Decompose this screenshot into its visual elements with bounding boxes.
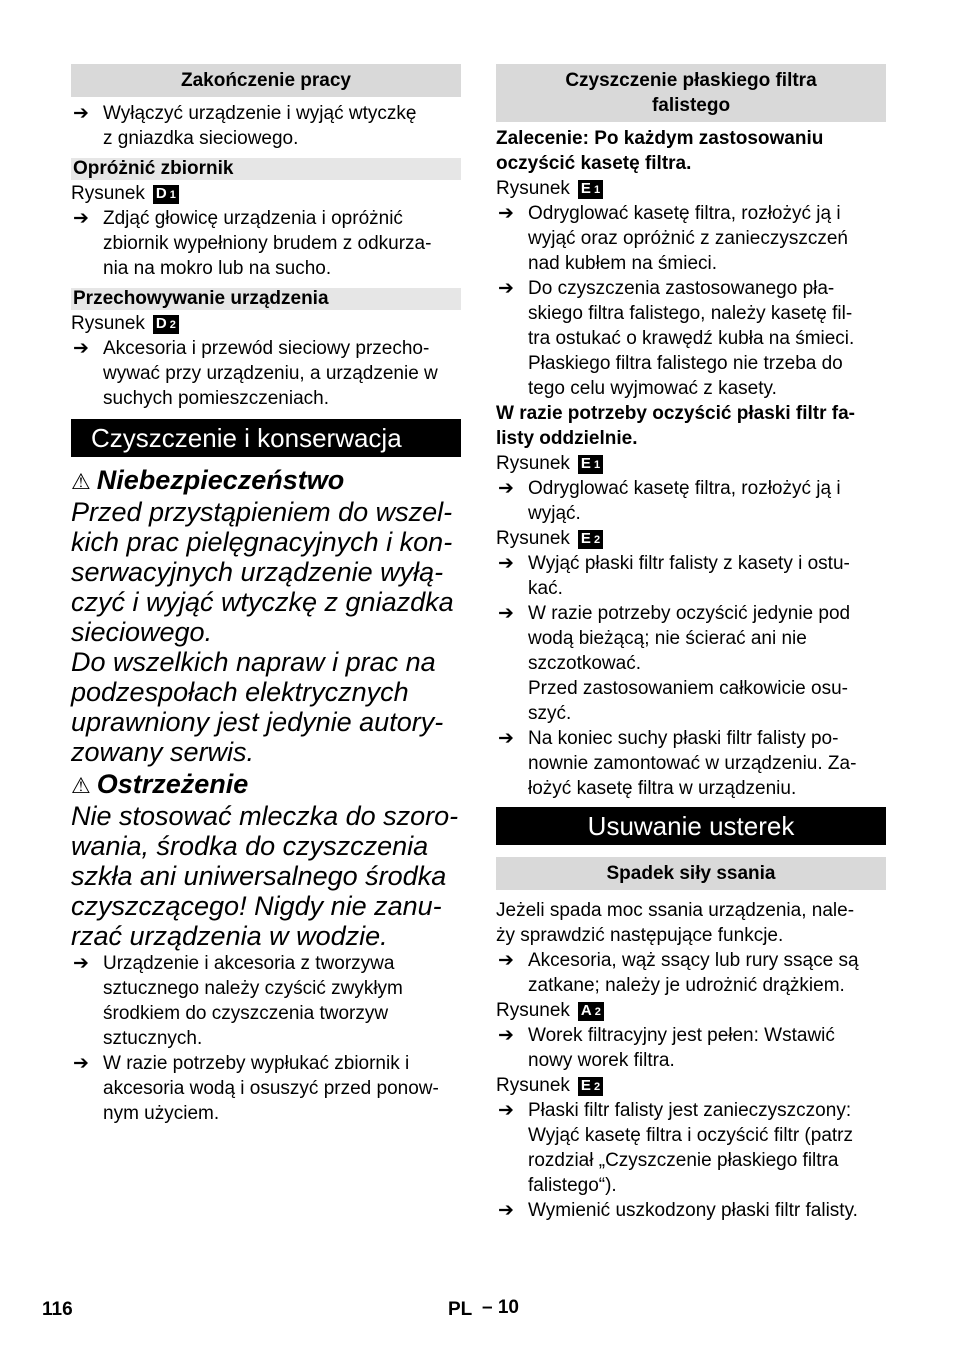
figure-ref: Rysunek E 1 — [496, 176, 886, 201]
language-code: PL — [448, 1299, 473, 1320]
recommendation: Zalecenie: Po każdym zastosowaniu oczyścić kasetę filtra. — [496, 128, 824, 174]
warning-title: ⚠ Ostrzeżenie — [71, 769, 249, 799]
arrow-icon: ➔ — [498, 278, 514, 299]
step-dirty-filter: ➔ Płaski filtr falisty jest zanieczyszczony: Wyjąć kasetę filtra i oczyścić filtr (patrz rozdział „Czyszczenie płaskiego filtra falistego“). — [498, 1100, 854, 1196]
separate-cleaning-note: W razie potrzeby oczyścić płaski filtr fa- listy oddzielnie. — [496, 403, 855, 449]
step-empty-tank: ➔ Zdjąć głowicę urządzenia i opróżnić zbiornik wypełniony brudem z odkurza- nia na mokro lub na sucho. — [73, 208, 432, 279]
heading-cleaning: Czyszczenie i konserwacja — [71, 419, 461, 457]
arrow-icon: ➔ — [73, 338, 89, 359]
figure-ref: Rysunek E 2 — [496, 1073, 886, 1098]
step-unlock-cassette: ➔ Odryglować kasetę filtra, rozłożyć ją i wyjąć oraz opróżnić z zanieczyszczeń nad kubłem na śmieci. — [498, 203, 848, 274]
section-page: – 10 — [482, 1297, 519, 1318]
figure-ref: Rysunek D 1 — [71, 181, 461, 206]
arrow-icon: ➔ — [498, 1100, 514, 1121]
figure-ref: Rysunek E 2 — [496, 526, 886, 551]
step-storage: ➔ Akcesoria i przewód sieciowy przecho- wywać przy urządzeniu, a urządzenie w suchych pomieszczeniach. — [73, 338, 438, 409]
page-number: 116 — [42, 1299, 73, 1320]
danger-notice: ⚠ Niebezpieczeństwo Przed przystąpieniem do wszel- kich prac pielęgnacyjnych i kon- serwacyjnych urządzenie wyłą- czyć i wyjąć wtyczkę z gniazdka sieciowego. Do wszelkich napraw i prac na podzespołach elektrycznych uprawniony jest jedynie autory- zowany serwis. — [71, 465, 461, 767]
heading-end-work: Zakończenie pracy — [71, 64, 461, 97]
arrow-icon: ➔ — [498, 203, 514, 224]
heading-empty-tank: Opróżnić zbiornik — [71, 158, 461, 180]
figure-badge: D 2 — [153, 315, 179, 334]
step-rinse-filter: ➔ W razie potrzeby oczyścić jedynie pod wodą bieżącą; nie ścierać ani nie szczotkować. Przed zastosowaniem całkowicie osu- szyć. — [498, 603, 851, 724]
figure-badge: E 1 — [578, 180, 603, 199]
step-unplug: ➔ Wyłączyć urządzenie i wyjąć wtyczkę z gniazdka sieciowego. — [73, 103, 417, 149]
right-column — [496, 64, 886, 1223]
danger-title: ⚠ Niebezpieczeństwo — [71, 465, 345, 495]
step-unlock-remove: ➔ Odryglować kasetę filtra, rozłożyć ją i wyjąć. — [498, 478, 841, 524]
figure-ref: Rysunek A 2 — [496, 998, 886, 1023]
left-column — [71, 64, 461, 1126]
arrow-icon: ➔ — [498, 478, 514, 499]
arrow-icon: ➔ — [498, 950, 514, 971]
figure-badge: E 1 — [578, 455, 603, 474]
figure-badge: E 2 — [578, 1077, 603, 1096]
arrow-icon: ➔ — [498, 1025, 514, 1046]
warning-notice: ⚠ Ostrzeżenie Nie stosować mleczka do szoro- wania, środka do czyszczenia szkła ani uniwersalnego środka czyszczącego! Nigdy nie zanu- rzać urządzenia w wodzie. — [71, 769, 461, 951]
figure-badge: A 2 — [578, 1002, 604, 1021]
step-replace-filter: ➔ Wymienić uszkodzony płaski filtr falisty. — [498, 1200, 858, 1221]
arrow-icon: ➔ — [498, 728, 514, 749]
figure-badge: D 1 — [153, 185, 179, 204]
heading-filter-cleaning: Czyszczenie płaskiego filtra falistego — [496, 64, 886, 122]
step-full-bag: ➔ Worek filtracyjny jest pełen: Wstawić nowy worek filtra. — [498, 1025, 835, 1071]
warning-triangle-icon: ⚠ — [71, 773, 91, 798]
troubleshooting-intro: Jeżeli spada moc ssania urządzenia, nale- ży sprawdzić następujące funkcje. — [496, 900, 855, 946]
arrow-icon: ➔ — [498, 553, 514, 574]
heading-suction-drop: Spadek siły ssania — [496, 857, 886, 890]
figure-ref: Rysunek E 1 — [496, 451, 886, 476]
arrow-icon: ➔ — [73, 208, 89, 229]
arrow-icon: ➔ — [73, 103, 89, 124]
heading-troubleshooting: Usuwanie usterek — [496, 807, 886, 845]
warning-triangle-icon: ⚠ — [71, 469, 91, 494]
step-tap-filter: ➔ Do czyszczenia zastosowanego pła- skiego filtra falistego, należy kasetę fil- tra ostukać o krawędź kubła na śmieci. Płaskiego filtra falistego nie trzeba do tego celu wyjmować z kasety. — [498, 278, 855, 399]
figure-badge: E 2 — [578, 530, 603, 549]
heading-storage: Przechowywanie urządzenia — [71, 288, 461, 310]
step-rinse-tank: ➔ W razie potrzeby wypłukać zbiornik i akcesoria wodą i osuszyć przed ponow- nym użyciem. — [73, 1053, 439, 1124]
step-clogged-accessories: ➔ Akcesoria, wąż ssący lub rury ssące są zatkane; należy je udrożnić drążkiem. — [498, 950, 859, 996]
step-reinstall-filter: ➔ Na koniec suchy płaski filtr falisty po- nownie zamontować w urządzeniu. Za- łożyć kasetę filtra w urządzeniu. — [498, 728, 857, 799]
figure-ref: Rysunek D 2 — [71, 311, 461, 336]
arrow-icon: ➔ — [498, 1200, 514, 1221]
arrow-icon: ➔ — [73, 953, 89, 974]
arrow-icon: ➔ — [498, 603, 514, 624]
step-remove-filter: ➔ Wyjąć płaski filtr falisty z kasety i ostu- kać. — [498, 553, 850, 599]
step-clean-plastic: ➔ Urządzenie i akcesoria z tworzywa sztucznego należy czyścić zwykłym środkiem do czyszczenia tworzyw sztucznych. — [73, 953, 403, 1049]
arrow-icon: ➔ — [73, 1053, 89, 1074]
